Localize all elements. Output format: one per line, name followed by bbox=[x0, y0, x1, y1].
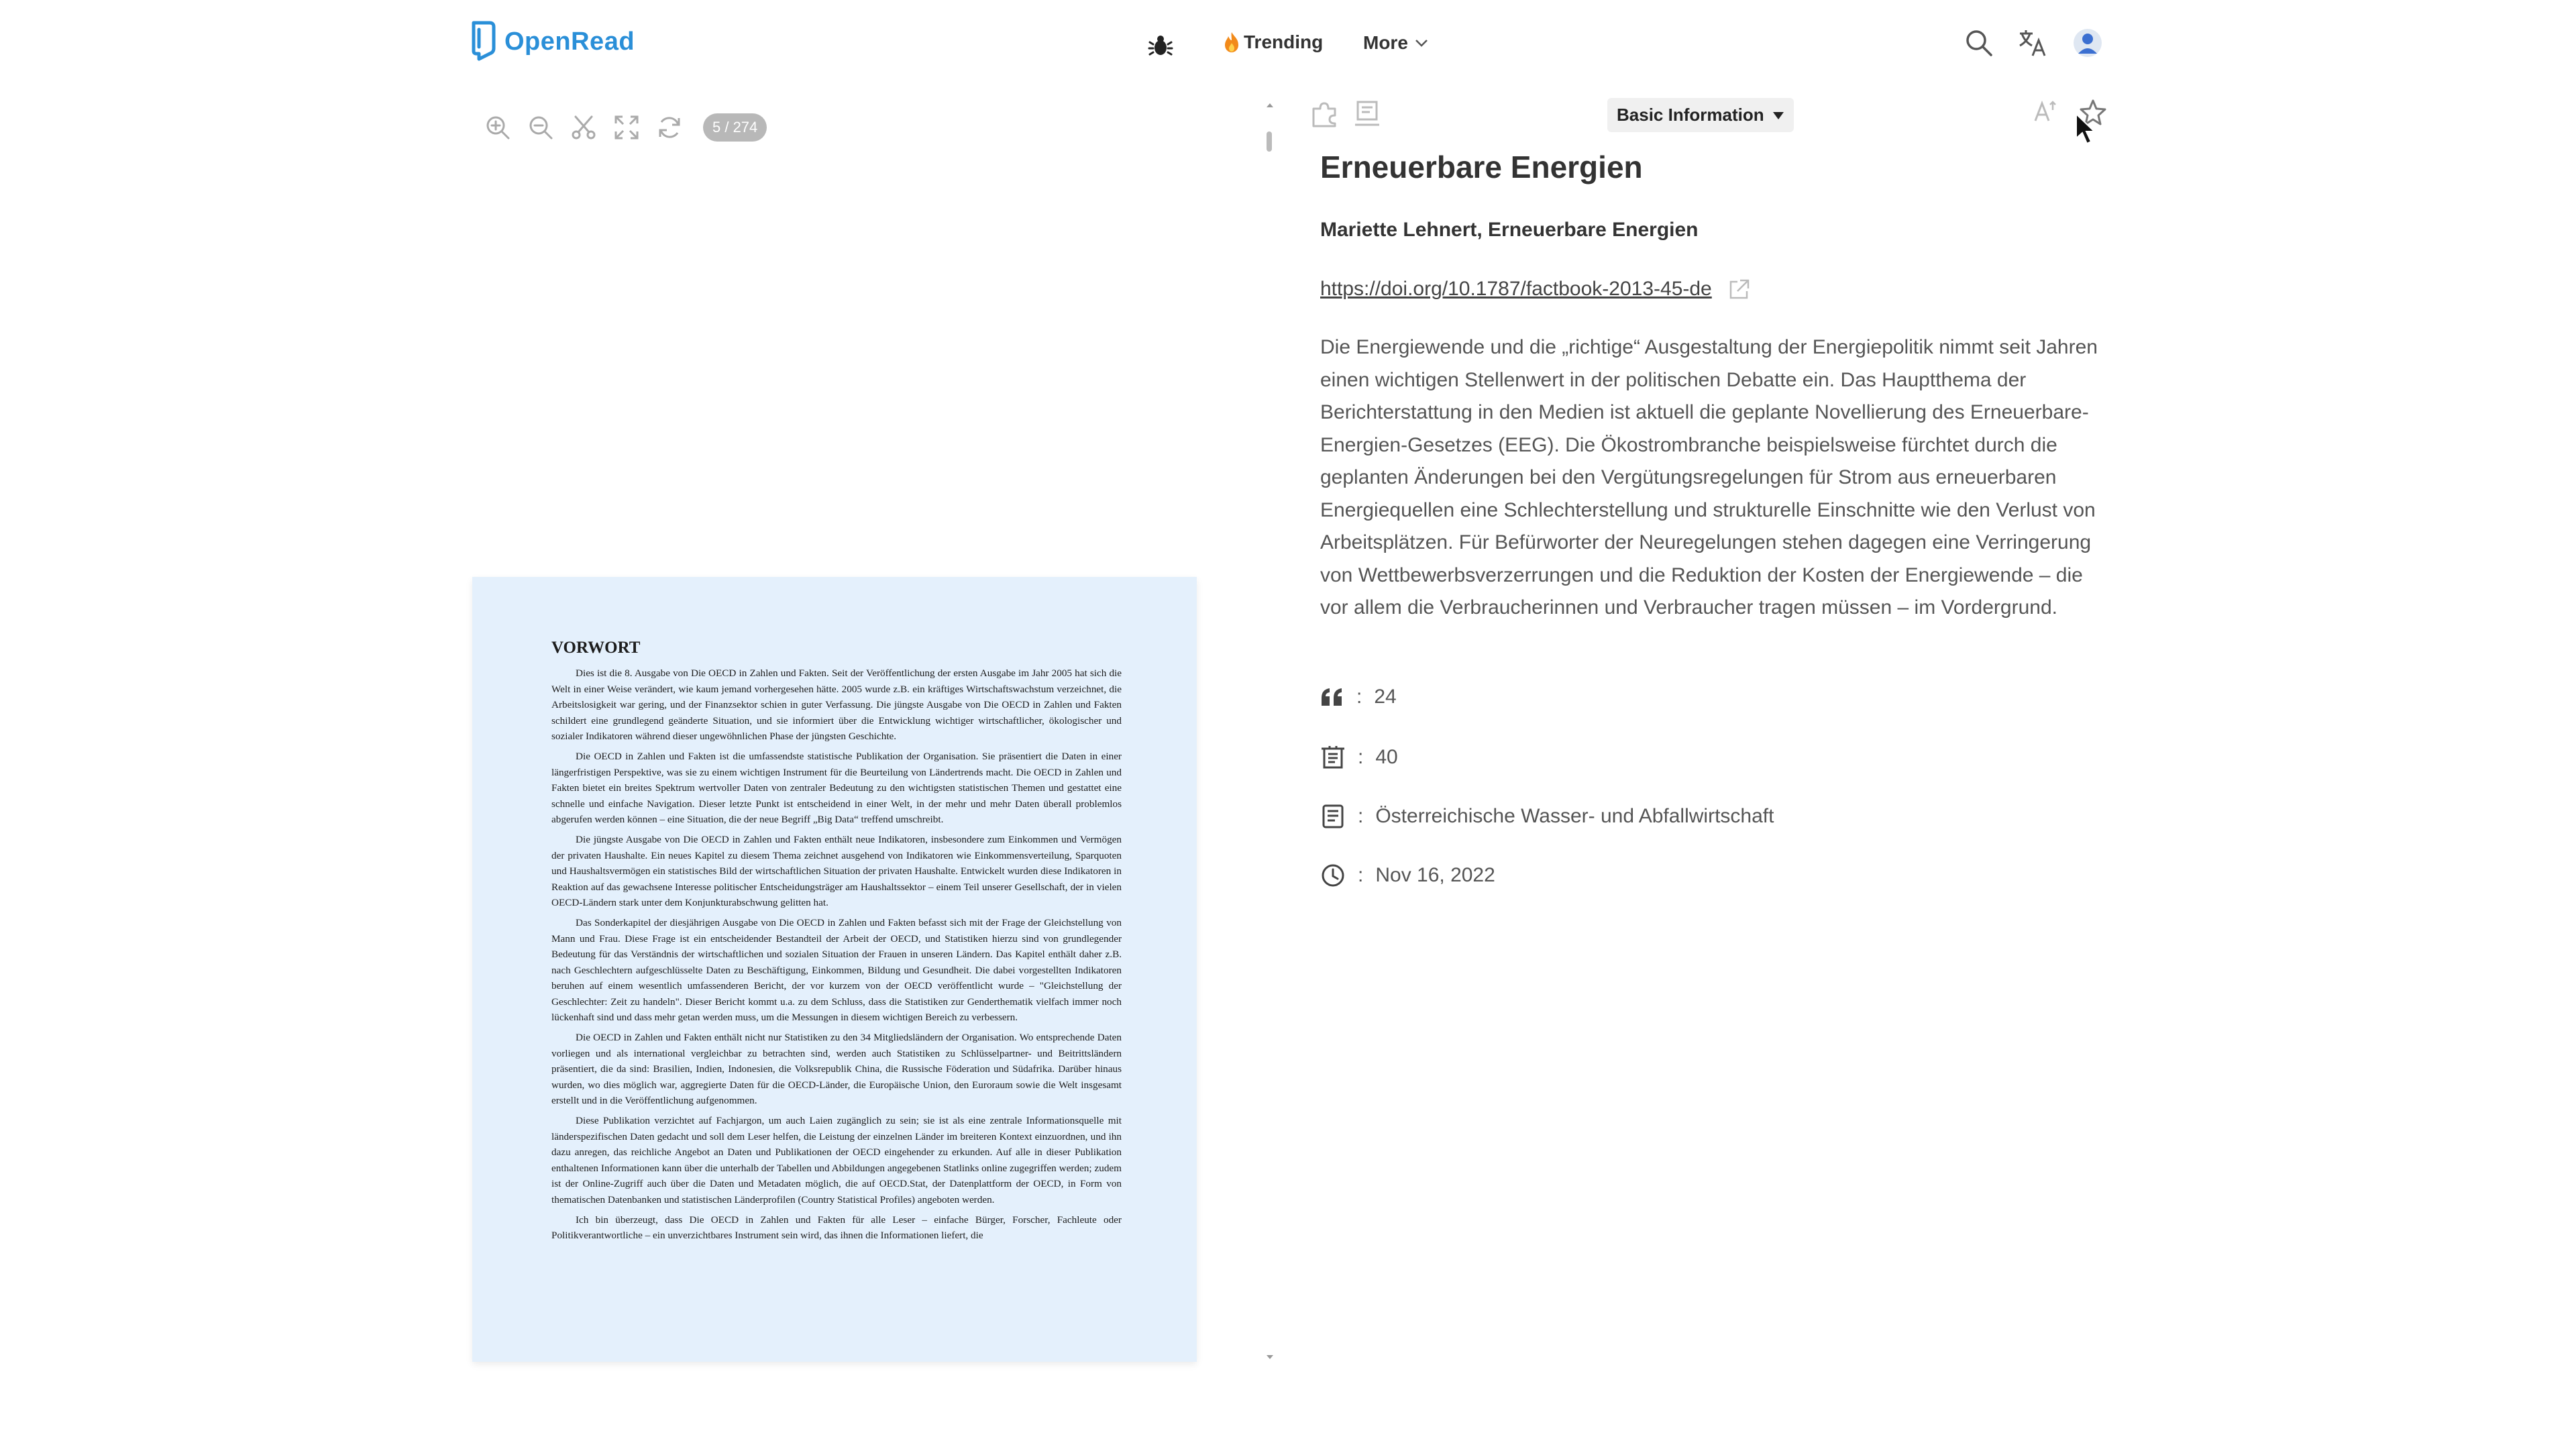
fullscreen-button[interactable] bbox=[612, 113, 641, 142]
zoom-out-icon bbox=[527, 114, 554, 141]
meta-colon: : bbox=[1358, 746, 1364, 768]
nav-trending[interactable] bbox=[1222, 31, 1323, 54]
scroll-up-icon[interactable] bbox=[1265, 101, 1275, 109]
fullscreen-icon bbox=[613, 114, 640, 141]
logo-text: OpenRead bbox=[504, 27, 635, 56]
scroll-down-icon[interactable] bbox=[1265, 1354, 1275, 1362]
logo-icon bbox=[470, 20, 499, 63]
doi-link[interactable]: https://doi.org/10.1787/factbook-2013-45-de bbox=[1320, 278, 1712, 300]
journal-row bbox=[1320, 804, 1774, 829]
references-row bbox=[1320, 745, 1398, 770]
paper-abstract: Die Energiewende und die „richtige“ Ausgestaltung der Energiepolitik nimmt seit Jahren einen wichtigen Stellenwert in der politischen Debatte ein. Das Hauptthema der Berichterstattung in den Medien ist aktuell die geplante Novellierung des Erneuerbare-Energien-Gesetzes (EEG). Die Ökostrombranche beispielsweise fürchtet durch die geplanten Änderungen bei den Vergütungsregelungen für Strom aus erneuerbaren Energiequellen eine Schlechterstellung und strukturelle Einschnitte wie den Verlust von Arbeitsplätzen. Für Befürworter der Neuregelungen stehen dagegen eine Verringerung von Wettbewerbsverzerrungen und die Reduktion der Kosten der Energiewende – die vor allem die Verbraucherinnen und Verbraucher tragen müssen – im Vordergrund. bbox=[1320, 336, 2098, 619]
search-button[interactable] bbox=[1964, 28, 1994, 61]
pdf-paragraph: Die OECD in Zahlen und Fakten ist die umfassendste statistische Publikation der Organisation. Sie präsentiert die Daten in einer längerfristigen Perspektive, was sie zu einem wichtigen Instrument für die Beurteilung von Ländertrends macht. Die OECD in Zahlen und Fakten bietet ein breites Spektrum wertvoller Daten von zentraler Bedeutung zu den wichtigsten statistischen Themen und gestattet eine schnelle und einfache Navigation. Dieser letzte Punkt ist entscheidend in einer Welt, in der mehr und mehr Daten überall problemlos abgerufen werden können – eine Situation, die der neue Begriff „Big Data“ treffend umschreibt. bbox=[551, 750, 1122, 826]
pdf-scrollbar[interactable] bbox=[1265, 101, 1275, 1362]
panel-tool-icons bbox=[1309, 99, 1382, 132]
translate-button[interactable] bbox=[2018, 28, 2047, 61]
crop-button[interactable] bbox=[569, 113, 598, 142]
pdf-page-heading: VORWORT bbox=[551, 639, 641, 657]
notes-button[interactable] bbox=[1352, 99, 1382, 132]
bug-icon bbox=[1147, 32, 1174, 59]
paper-authors: Mariette Lehnert, Erneuerbare Energien bbox=[1320, 219, 1699, 241]
zoom-in-icon bbox=[484, 114, 511, 141]
paper-title: Erneuerbare Energien bbox=[1320, 150, 1643, 184]
citations-row bbox=[1320, 686, 1397, 708]
meta-colon: : bbox=[1356, 686, 1362, 708]
zoom-out-button[interactable] bbox=[526, 113, 555, 142]
meta-colon: : bbox=[1358, 805, 1364, 827]
cursor-icon bbox=[2074, 113, 2101, 146]
fire-icon bbox=[1222, 31, 1241, 54]
nav-trending-label: Trending bbox=[1244, 32, 1324, 52]
notes-icon bbox=[1352, 99, 1382, 129]
translate-icon bbox=[2018, 28, 2047, 58]
puzzle-icon bbox=[1309, 99, 1339, 129]
pdf-paragraph: Die jüngste Ausgabe von Die OECD in Zahlen und Fakten enthält neue Indikatoren, insbesondere zum Einkommen und Vermögen der privaten Haushalte. Ein neues Kapitel zu diesem Thema zeichnet ausgehend von Indikatoren wie Einkommensverteilung, Sparquoten und Haushaltsvermögen ein statistisches Bild der wirtschaftlichen Situation der privaten Haushalte. Entwickelt wurden diese Indikatoren in Reaktion auf das gewachsene Interesse politischer Entscheidungsträger am Haushaltssektor – einem Teil unserer Gesellschaft, der in vielen OECD-Ländern stark unter dem Konjunkturabschwung gelitten hat. bbox=[551, 833, 1122, 909]
external-link-icon[interactable] bbox=[1728, 278, 1751, 301]
publication-date: Nov 16, 2022 bbox=[1375, 864, 1495, 886]
quote-icon bbox=[1320, 687, 1344, 707]
user-avatar-icon bbox=[2073, 28, 2102, 58]
pdf-page bbox=[472, 577, 1197, 1362]
pdf-paragraph: Ich bin überzeugt, dass Die OECD in Zahlen und Fakten für alle Leser – einfache Bürger, Forscher, Fachleute oder Politikverantwortliche – ein unverzichtbares Instrument sein wird, das ihnen die Informationen liefert, die bbox=[551, 1214, 1122, 1242]
rotate-icon bbox=[656, 114, 683, 141]
pdf-scrollbar-thumb[interactable] bbox=[1267, 131, 1272, 152]
ai-assistant-button[interactable] bbox=[1309, 99, 1339, 132]
mouse-cursor bbox=[2074, 113, 2101, 150]
panel-section-dropdown[interactable] bbox=[1607, 98, 1794, 132]
journal-icon bbox=[1320, 804, 1346, 829]
nav-more[interactable] bbox=[1363, 32, 1428, 54]
zoom-in-button[interactable] bbox=[483, 113, 513, 142]
date-row bbox=[1320, 863, 1495, 888]
chevron-down-icon bbox=[1415, 38, 1428, 48]
caret-down-icon bbox=[1772, 111, 1784, 120]
clock-icon bbox=[1320, 863, 1346, 888]
search-icon bbox=[1964, 28, 1994, 58]
crop-icon bbox=[570, 114, 597, 141]
rotate-button[interactable] bbox=[655, 113, 684, 142]
pdf-paragraph: Die OECD in Zahlen und Fakten enthält nicht nur Statistiken zu den 34 Mitgliedsländern der Organisation. Wo entsprechende Daten vorliegen und als international vergleichbar zu betrachten sind, werden auch Statistiken zu Schlüsselpartner- und Beitrittsländern präsentiert, die da sind: Brasilien, Indien, Indonesien, die Volksrepublik China, die Russische Föderation und Südafrika. Darüber hinaus wurden, wo dies möglich war, aggregierte Daten für die OECD-Länder, die Europäische Union, den Euroraum sowie die Welt insgesamt erstellt und in die Veröffentlichung aufgenommen. bbox=[551, 1032, 1122, 1107]
dropdown-label: Basic Information bbox=[1617, 105, 1764, 125]
pdf-paragraph: Das Sonderkapitel der diesjährigen Ausgabe von Die OECD in Zahlen und Fakten befasst sich mit der Frage der Gleichstellung von Mann und Frau. Diese Frage ist ein entscheidender Bestandteil der Arbeit der OECD, und Statistiken hierzu sind von grundlegender Bedeutung für das Verständnis der wirtschaftlichen und sozialen Situation der Frauen in unseren Ländern. Das Kapitel enthält daher z.B. nach Geschlechtern aufgeschlüsselte Daten zu Beschäftigung, Einkommen, Bildung und Gesundheit. Die dabei vorgestellten Indikatoren beruhen auf einem wesentlich umfassenderen Bericht, der vor kurzem von der OECD veröffentlicht wurde – "Gleichstellung der Geschlechter: Zeit zu handeln". Dieser Bericht kommt u.a. zu dem Schluss, dass die Statistiken zur Genderthematik vielfach immer noch lückenhaft sind und dass mehr getan werden muss, um die Messungen in diesem wichtigen Bereich zu verbessern. bbox=[551, 916, 1122, 1024]
user-avatar[interactable] bbox=[2073, 28, 2102, 61]
pdf-paragraph: Dies ist die 8. Ausgabe von Die OECD in Zahlen und Fakten. Seit der Veröffentlichung der ersten Ausgabe im Jahr 2005 hat sich die Welt in einer Weise verändert, wie kaum jemand vorhergesehen hätte. 2005 wurde z.B. ein kräftiges Wirtschaftswachstum verzeichnet, die Arbeitslosigkeit war gering, und der Finanzsektor schien in guter Verfassung. Die jüngste Ausgabe von Die OECD in Zahlen und Fakten schildert eine grundlegend geänderte Situation, und sie informiert über die Entwicklung wichtiger wirtschaftlicher, ökologischer und sozialer Indikatoren während dieser ungewöhnlichen Phase der jüngsten Geschichte. bbox=[551, 667, 1122, 743]
pdf-paragraph: Diese Publikation verzichtet auf Fachjargon, um auch Laien zugänglich zu sein; sie ist als eine zentrale Informationsquelle mit länderspezifischen Daten gedacht und soll dem Leser helfen, die Leistung der einzelnen Länder im breiteren Kontext einzuordnen, und ihn dazu anregen, das reichliche Angebot an Daten und Publikationen der OECD eingehender zu erkunden. Auf alle in dieser Publikation enthaltenen Informationen kann über die unterhalb der Tabellen und Abbildungen angegebenen Statlinks online zugegriffen werden; zudem ist der Online-Zugriff auch über die Daten und Metadaten möglich, die auf OECD.Stat, der Datenplattform der OECD, in Form von thematischen Datenbanken und statistischen Länderprofilen (Country Statistical Profiles) angeboten werden. bbox=[551, 1115, 1122, 1205]
bug-report-button[interactable] bbox=[1147, 32, 1174, 62]
doi-row bbox=[1320, 278, 1751, 301]
citations-count: 24 bbox=[1374, 686, 1397, 708]
pdf-page-content bbox=[551, 639, 1122, 1248]
journal-name: Österreichische Wasser- und Abfallwirtschaft bbox=[1375, 805, 1774, 827]
font-size-button[interactable] bbox=[2033, 98, 2059, 131]
page-indicator[interactable]: 5 / 274 bbox=[703, 113, 767, 142]
pdf-toolbar bbox=[483, 113, 767, 142]
references-icon bbox=[1320, 745, 1346, 770]
font-size-icon bbox=[2033, 98, 2059, 125]
nav-more-label: More bbox=[1363, 32, 1408, 53]
references-count: 40 bbox=[1375, 746, 1398, 768]
meta-colon: : bbox=[1358, 864, 1364, 886]
openread-logo[interactable] bbox=[470, 20, 635, 63]
